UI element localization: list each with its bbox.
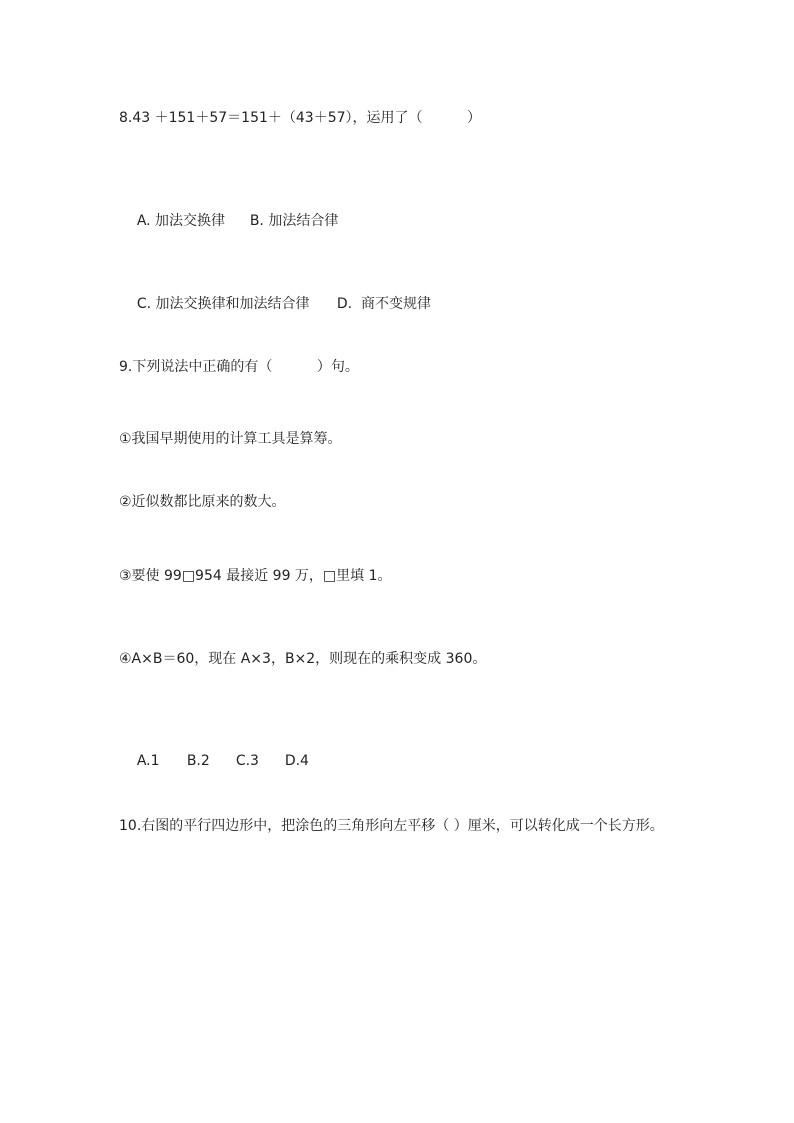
question-9-option-d: D.4 [284, 753, 309, 769]
question-9-statement-4: ④A×B＝60，现在 A×3，B×2，则现在的乘积变成 360。 [119, 651, 487, 667]
question-9-statement-1: ①我国早期使用的计算工具是算筹。 [119, 431, 342, 447]
question-9-statement-3: ③要使 99□954 最接近 99 万，□里填 1。 [119, 568, 392, 584]
question-8-options-row-1 [119, 191, 338, 251]
question-8-option-d: D. 商不变规律 [336, 296, 431, 312]
question-8-option-a: A. 加法交换律 [136, 213, 226, 229]
question-9-statement-2: ②近似数都比原来的数大。 [119, 494, 286, 510]
question-8-option-c: C. 加法交换律和加法结合律 [136, 296, 310, 312]
question-8-option-b: B. 加法结合律 [249, 213, 339, 229]
question-9-option-b: B.2 [186, 753, 210, 769]
question-9-option-a: A.1 [136, 753, 160, 769]
question-8-options-row-2 [119, 274, 431, 334]
question-9-option-c: C.3 [235, 753, 259, 769]
question-9-options [119, 731, 309, 791]
question-8-stem: 8.43 ＋151＋57＝151＋（43＋57），运用了（ ） [119, 110, 482, 126]
question-9-stem: 9.下列说法中正确的有（ ）句。 [119, 359, 359, 375]
question-10-stem: 10.右图的平行四边形中，把涂色的三角形向左平移（ ）厘米，可以转化成一个长方形。 [119, 818, 664, 834]
